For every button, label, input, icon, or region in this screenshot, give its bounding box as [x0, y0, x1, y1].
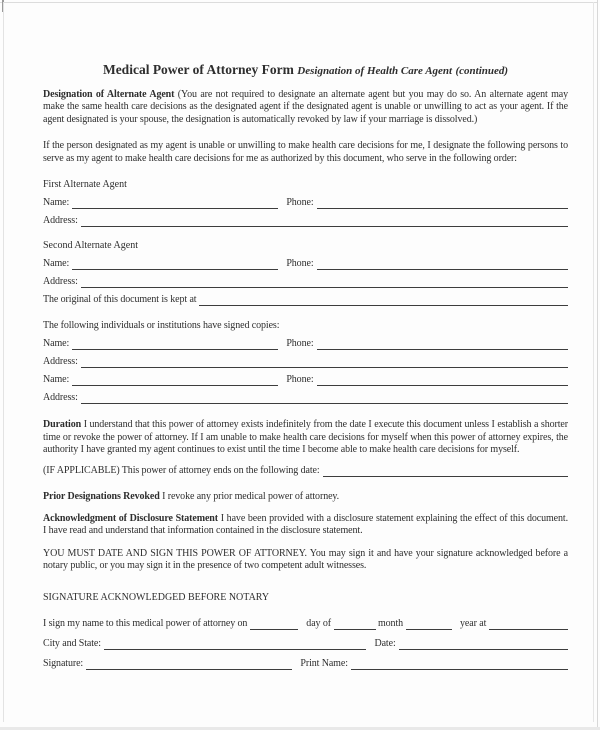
address-label: Address:	[43, 356, 78, 368]
day-of-label: day of	[306, 617, 331, 629]
second-agent-name-input[interactable]	[72, 257, 278, 270]
name-label: Name:	[43, 374, 70, 386]
signed-copy-2-name-input[interactable]	[72, 373, 278, 386]
alternate-agent-intro-body: (You are not required to designate an alternate agent but you may do so. An alternate agent may make the same health care decisions as the designated agent if the designated agent is unable or unwilling to act as your agent. If the agent designated is your spouse, the designation is automatically revoked by law if your marriage is dissolved.)	[43, 89, 568, 125]
signed-copy-1-address-row	[43, 355, 568, 368]
signed-copy-1-phone-input[interactable]	[317, 337, 569, 350]
year-at-label: year at	[460, 617, 487, 629]
signature-row	[43, 657, 568, 670]
first-agent-name-row	[43, 196, 568, 209]
signature-label: Signature:	[43, 657, 84, 669]
alternate-agent-heading: Designation of Alternate Agent	[43, 89, 175, 100]
page-edge-top	[0, 2, 597, 3]
signed-copy-2-address-row	[43, 391, 568, 404]
second-agent-address-row	[43, 275, 568, 288]
if-applicable-label: (IF APPLICABLE) This power of attorney ends on the following date:	[43, 464, 320, 476]
name-label: Name:	[43, 258, 70, 270]
signed-copy-2-name-row	[43, 373, 568, 386]
phone-label: Phone:	[286, 374, 314, 386]
acknowledgment-paragraph	[43, 513, 568, 538]
second-agent-phone-input[interactable]	[317, 257, 569, 270]
page-edge-right-outer	[597, 0, 598, 730]
address-label: Address:	[43, 276, 78, 288]
signed-copy-2-phone-input[interactable]	[317, 373, 569, 386]
print-name-input[interactable]	[351, 657, 568, 670]
phone-label: Phone:	[286, 338, 314, 350]
signature-input[interactable]	[86, 657, 292, 670]
name-label: Name:	[43, 197, 70, 209]
sign-month-input[interactable]	[334, 617, 376, 630]
page-edge-left	[3, 2, 4, 722]
designation-order-paragraph: If the person designated as my agent is unable or unwilling to make health care decisions for me, I designate the following persons to serve as my agent to make health care decisions for me as authorized by this document, who serve in the following order:	[43, 140, 568, 164]
signed-copy-1-name-row	[43, 337, 568, 350]
original-kept-at-input[interactable]	[199, 293, 568, 306]
signed-copies-heading: The following individuals or institutions have signed copies:	[43, 320, 280, 332]
acknowledgment-heading: Acknowledgment of Disclosure Statement	[43, 513, 219, 525]
original-kept-row	[43, 293, 568, 306]
if-applicable-row	[43, 464, 568, 477]
date-label: Date:	[374, 637, 396, 649]
form-content	[43, 62, 568, 670]
page-edge-right-inner	[593, 2, 594, 722]
city-state-date-row	[43, 637, 568, 650]
first-alternate-agent-heading: First Alternate Agent	[43, 179, 127, 191]
duration-paragraph	[43, 419, 568, 456]
sign-day-input[interactable]	[250, 617, 298, 630]
signed-copy-2-address-input[interactable]	[81, 391, 568, 404]
first-agent-address-row	[43, 214, 568, 227]
prior-designations-heading: Prior Designations Revoked	[43, 490, 160, 502]
second-alternate-agent-heading: Second Alternate Agent	[43, 240, 138, 252]
acknowledgment-body: I have been provided with a disclosure statement explaining the effect of this document. I have read and understand that information contained in the disclosure statement.	[43, 513, 568, 537]
title-main: Medical Power of Attorney Form	[102, 62, 294, 77]
prior-designations-paragraph	[43, 491, 568, 503]
name-label: Name:	[43, 338, 70, 350]
city-state-input[interactable]	[104, 637, 367, 650]
signed-copy-1-name-input[interactable]	[72, 337, 278, 350]
signed-copy-1-address-input[interactable]	[81, 355, 568, 368]
first-agent-address-input[interactable]	[81, 214, 568, 227]
sign-place-input[interactable]	[489, 617, 568, 630]
title-subtitle: Designation of Health Care Agent	[297, 65, 453, 77]
page-title	[43, 62, 568, 79]
notary-heading: SIGNATURE ACKNOWLEDGED BEFORE NOTARY	[43, 591, 270, 603]
address-label: Address:	[43, 215, 78, 227]
must-sign-paragraph: YOU MUST DATE AND SIGN THIS POWER OF ATTORNEY. You may sign it and have your signature acknowledged before a notary public, or you may sign it in the presence of two competent adult witnesses.	[43, 547, 568, 572]
print-name-label: Print Name:	[300, 657, 348, 669]
duration-heading: Duration	[43, 419, 82, 431]
title-continued-note: (continued)	[455, 65, 509, 77]
sign-date-row	[43, 617, 568, 630]
second-agent-name-row	[43, 257, 568, 270]
alternate-agent-intro-paragraph	[43, 89, 568, 126]
first-agent-phone-input[interactable]	[317, 196, 569, 209]
second-agent-address-input[interactable]	[81, 275, 568, 288]
month-label: month	[377, 617, 404, 629]
end-date-input[interactable]	[323, 464, 568, 477]
first-agent-name-input[interactable]	[72, 196, 278, 209]
sign-lead-label: I sign my name to this medical power of attorney on	[43, 617, 248, 629]
address-label: Address:	[43, 392, 78, 404]
phone-label: Phone:	[286, 197, 314, 209]
duration-body: I understand that this power of attorney exists indefinitely from the date I execute this document unless I establish a shorter time or revoke the power of attorney. If I am unable to make health care decisions for myself when this power of attorney expires, the authority I have granted my agent continues to exist until the time I become able to make health care decisions for myself.	[43, 419, 568, 456]
original-kept-label: The original of this document is kept at	[43, 294, 197, 306]
date-input[interactable]	[399, 637, 568, 650]
prior-designations-body: I revoke any prior medical power of attorney.	[162, 490, 340, 502]
city-state-label: City and State:	[43, 637, 101, 649]
phone-label: Phone:	[286, 258, 314, 270]
sign-year-input[interactable]	[406, 617, 452, 630]
